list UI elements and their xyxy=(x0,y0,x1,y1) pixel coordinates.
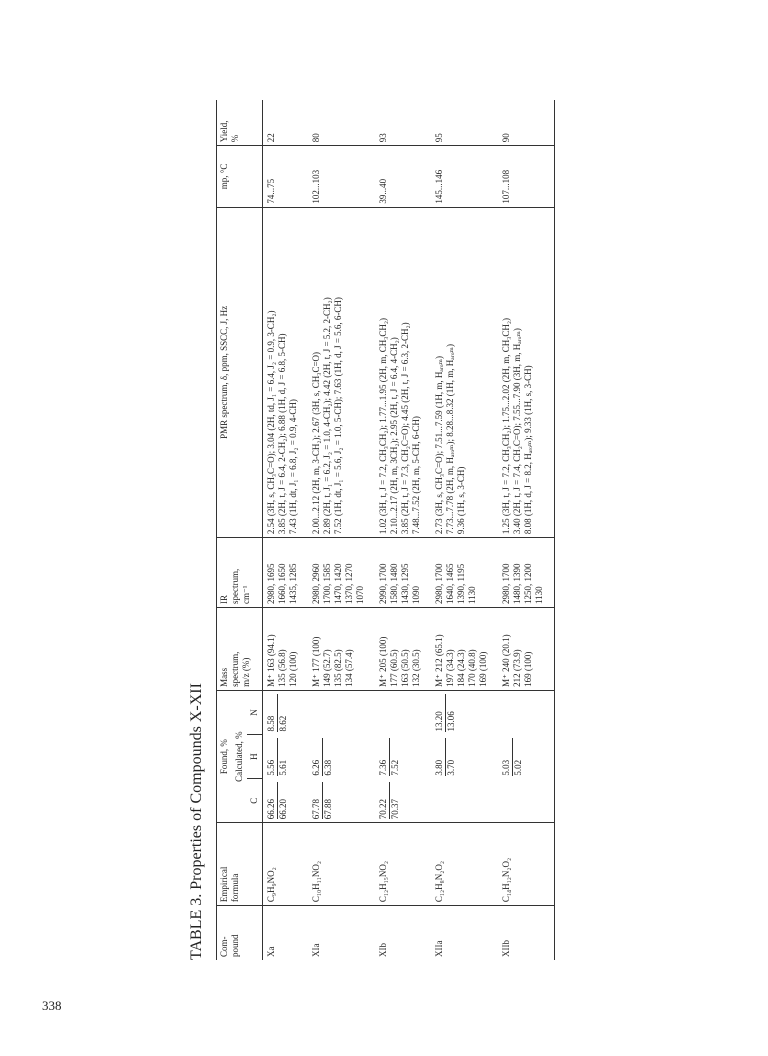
found-value: 5.03 xyxy=(501,738,513,776)
cell-h xyxy=(498,735,555,779)
cell-ir: 2980, 2960 1700, 1585 1470, 1420 1370, 1270 1070 xyxy=(308,538,375,608)
cell-c xyxy=(308,779,375,823)
cell-compound: Xa xyxy=(266,946,276,957)
cell-h xyxy=(375,735,431,779)
header-pmr: PMR spectrum, δ, ppm, SSCC, J, Hz xyxy=(217,207,263,537)
cell-n xyxy=(375,690,431,734)
table-row xyxy=(263,100,309,960)
cell-formula: C₁₂H₈N₂O₂ xyxy=(431,823,498,906)
calculated-value: 7.52 xyxy=(390,759,400,776)
cell-h xyxy=(263,735,309,779)
cell-mass: M⁺ 177 (100) 149 (52.7) 135 (82.5) 134 (57.4) xyxy=(308,608,375,691)
found-value: 8.58 xyxy=(266,694,278,732)
cell-yield: 95 xyxy=(431,100,498,146)
cell-formula: C₁₂H₁₅NO₂ xyxy=(375,823,431,906)
calculated-value: 70.37 xyxy=(390,799,400,820)
cell-compound: XIIa xyxy=(434,940,444,957)
table-row xyxy=(431,100,498,960)
found-value: 5.56 xyxy=(266,738,278,776)
cell-pmr: 1.25 (3H, t, J = 7.2, CH₃CH₂); 1.75...2.02 (2H, m, CH₃CH₂) 3.40 (2H, t, J = 7.4, CH₂C=O); 7.55...7.90 (3H, m, Hₐᵣₒₘ) 8.08 (1H, d, J = 8.2, Hₐᵣₒₘ); 9.33 (1H, s, 3-CH) xyxy=(498,207,555,537)
cell-formula: C₁₄H₁₂N₂O₂ xyxy=(498,823,555,906)
cell-compound: XIb xyxy=(378,943,388,957)
found-value: 70.22 xyxy=(378,782,390,820)
found-value: 7.36 xyxy=(378,738,390,776)
header-yield: Yield, % xyxy=(217,100,263,146)
cell-ir: 2990, 1700 1580, 1480 1430, 1295 1090 xyxy=(375,538,431,608)
calculated-value: 6.38 xyxy=(323,759,333,776)
cell-c xyxy=(263,779,309,823)
header-h: H xyxy=(247,735,263,779)
found-value: 67.78 xyxy=(311,782,323,820)
table-row xyxy=(498,100,555,960)
found-value: 6.26 xyxy=(311,738,323,776)
cell-mass: M⁺ 212 (65.1) 197 (34.3) 184 (24.3) 170 (40.8) 169 (100) xyxy=(431,608,498,691)
table-caption: TABLE 3. Properties of Compounds X-XII xyxy=(188,683,205,960)
cell-formula: C₉H₉NO₂ xyxy=(263,823,309,906)
cell-c xyxy=(498,779,555,823)
cell-yield: 22 xyxy=(263,100,309,146)
table-row xyxy=(375,100,431,960)
found-value: 13.20 xyxy=(434,694,446,732)
cell-n xyxy=(263,690,309,734)
cell-yield: 90 xyxy=(498,100,555,146)
cell-pmr: 1.02 (3H, t, J = 7.2, CH₃CH₂); 1.77...1.95 (2H, m, CH₃CH₂) 2.10...2.17 (2H, m, 3CH₂); 2.95 (2H, t, J = 6.4, 4-CH₂) 3.85 (2H, t, J = 7.3, CH₂C=O); 4.45 (2H, t, J = 6.3, 2-CH₂) 7.48...7.52 (2H, m, 5-CH, 6-CH) xyxy=(375,207,431,537)
cell-n xyxy=(308,690,375,734)
header-n: N xyxy=(247,690,263,734)
header-mass: Mass spectrum, m/z (%) xyxy=(217,608,263,691)
cell-mp: 74...75 xyxy=(263,146,309,207)
header-compound: Com- pound xyxy=(217,906,263,960)
cell-c xyxy=(375,779,431,823)
calculated-value: 8.62 xyxy=(278,715,288,732)
calculated-value: 66.20 xyxy=(278,799,288,820)
cell-pmr: 2.54 (3H, s, CH₃C=O); 3.04 (2H, td, J₁ = 6.4, J₂ = 0.9, 3-CH₂) 3.85 (2H, t, J = 6.4, 2-CH₂); 6.88 (1H, d, J = 6.8, 5-CH) 7.43 (1H, dt, J₁ = 6.8, J₂ = 0.9, 4-CH) xyxy=(263,207,309,537)
cell-yield: 93 xyxy=(375,100,431,146)
cell-mp: 39...40 xyxy=(375,146,431,207)
calculated-value: 5.61 xyxy=(278,759,288,776)
cell-h xyxy=(431,735,498,779)
rotated-table-region xyxy=(188,50,618,1050)
calculated-value: 3.70 xyxy=(446,759,456,776)
cell-n xyxy=(498,690,555,734)
cell-mass: M⁺ 163 (94.1) 135 (56.8) 120 (100) xyxy=(263,608,309,691)
header-formula: Empirical formula xyxy=(217,823,263,906)
calculated-value: 13.06 xyxy=(446,711,456,732)
properties-table xyxy=(216,100,555,960)
table-row xyxy=(308,100,375,960)
header-c: C xyxy=(247,779,263,823)
cell-n xyxy=(431,690,498,734)
found-value: 66.26 xyxy=(266,782,278,820)
calculated-value: 67.88 xyxy=(323,799,333,820)
cell-compound: XIIb xyxy=(498,906,555,960)
header-ir: IR spectrum, cm⁻¹ xyxy=(217,538,263,608)
cell-yield: 80 xyxy=(308,100,375,146)
cell-ir: 2980, 1700 1640, 1465 1390, 1195 1130 xyxy=(431,538,498,608)
cell-ir: 2980, 1695 1660, 1650 1435, 1285 xyxy=(263,538,309,608)
cell-mass: M⁺ 205 (100) 177 (60.5) 163 (50.5) 132 (30.5) xyxy=(375,608,431,691)
header-found: Found, % xyxy=(217,690,233,822)
header-calculated: Calculated, % xyxy=(232,690,247,822)
cell-ir: 2980, 1700 1480, 1390 1250, 1200 1130 xyxy=(498,538,555,608)
cell-mp: 107...108 xyxy=(498,146,555,207)
header-mp: mp, °C xyxy=(217,146,263,207)
cell-pmr: 2.73 (3H, s, CH₃C=O); 7.51...7.59 (1H, m, Hₐᵣₒₘ) 7.73...7.78 (2H, m, Hₐᵣₒₘ); 8.28...8.32 (1H, m, Hₐᵣₒₘ) 9.36 (1H, s, 3-CH) xyxy=(431,207,498,537)
cell-mp: 145...146 xyxy=(431,146,498,207)
cell-compound: XIa xyxy=(311,943,321,957)
cell-pmr: 2.00...2.12 (2H, m, 3-CH₂); 2.67 (3H, s, CH₃C=O) 2.89 (2H, t, J₁ = 6.2, J₂ = 1.0, 4-CH₂); 4.42 (2H, t, J = 5.2, 2-CH₂) 7.52 (1H, dt, J₁ = 5.6, J₂ = 1.0, 5-CH); 7.63 (1H, d, J = 5.6, 6-CH) xyxy=(308,207,375,537)
cell-mp: 102...103 xyxy=(308,146,375,207)
cell-formula: C₁₀H₁₁NO₂ xyxy=(308,823,375,906)
cell-c xyxy=(431,779,498,823)
cell-h xyxy=(308,735,375,779)
page-number: 338 xyxy=(42,998,62,1013)
cell-mass: M⁺ 240 (20.1) 212 (73.9) 169 (100) xyxy=(498,608,555,691)
calculated-value: 5.02 xyxy=(513,759,523,776)
found-value: 3.80 xyxy=(434,738,446,776)
